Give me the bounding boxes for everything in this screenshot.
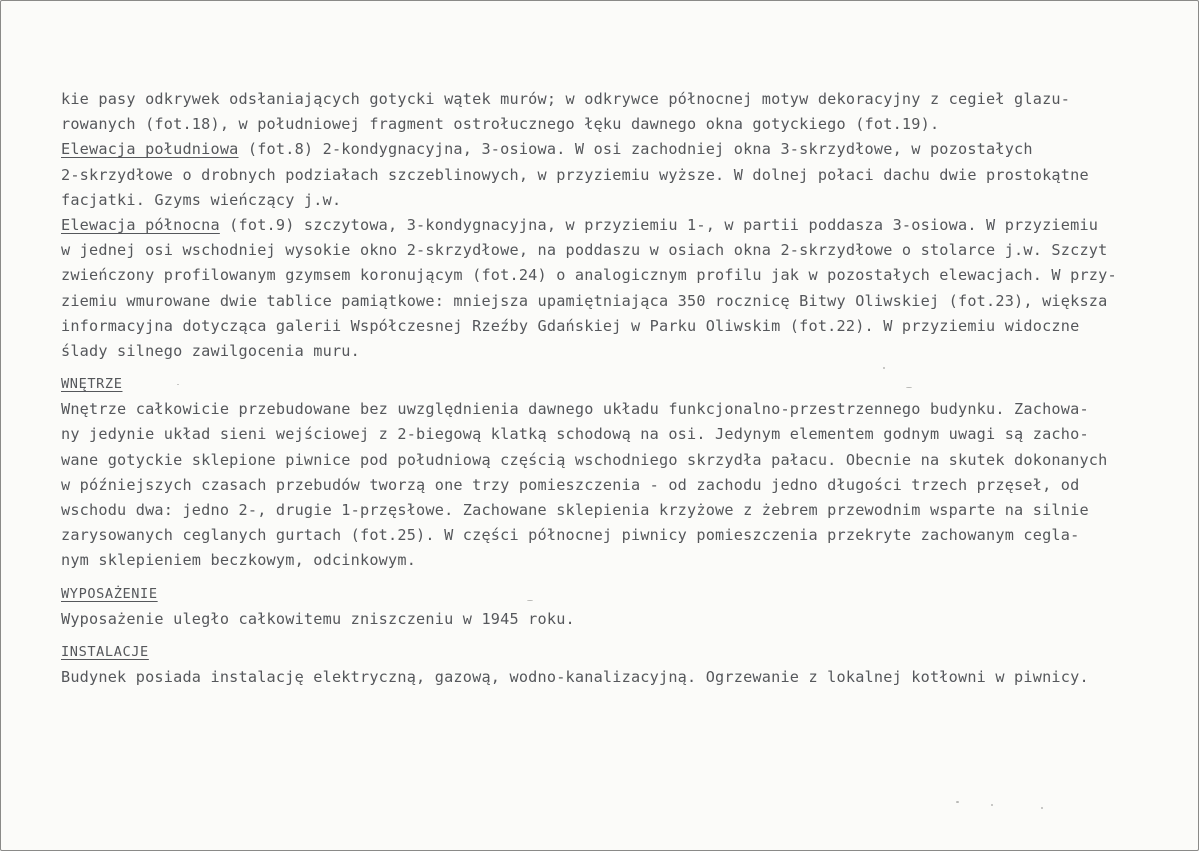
text-line: w późniejszych czasach przebudów tworzą one trzy pomieszczenia - od zachodu jedno długości trzech przęseł, od xyxy=(61,475,1080,494)
text-line: Wnętrze całkowicie przebudowane bez uwzględnienia dawnego układu funkcjonalno-przestrzennego budynku. Zachowa- xyxy=(61,400,1089,419)
text-line: Wyposażenie uległo całkowitemu zniszczeniu w 1945 roku. xyxy=(61,609,575,628)
paper-speck xyxy=(956,801,959,803)
text-line: informacyjna dotycząca galerii Współczesnej Rzeźby Gdańskiej w Parku Oliwskim (fot.22). W przyziemiu widoczne xyxy=(61,316,1080,335)
text-line: rowanych (fot.18), w południowej fragment ostrołucznego łęku dawnego okna gotyckiego (fot.19). xyxy=(61,115,940,134)
north-elevation-paragraph xyxy=(61,213,1171,238)
text-line: Budynek posiada instalację elektryczną, gazową, wodno-kanalizacyjną. Ogrzewanie z lokalnej kotłowni w piwnicy. xyxy=(61,668,1089,687)
north-elevation-label: Elewacja północna xyxy=(61,215,220,234)
text-span: (fot.8) 2-kondygnacyjna, 3-osiowa. W osi zachodniej okna 3-skrzydłowe, w pozostałych xyxy=(238,140,1033,159)
paper-speck xyxy=(1041,807,1043,809)
paper-speck xyxy=(906,387,912,388)
section-heading-wyposazenie: WYPOSAŻENIE xyxy=(61,585,158,602)
paper-speck xyxy=(883,367,885,369)
text-line: ślady silnego zawilgocenia muru. xyxy=(61,341,360,360)
section-heading-wnetrze: WNĘTRZE xyxy=(61,376,123,393)
text-line: ny jedynie układ sieni wejściowej z 2-biegową klatką schodową na osi. Jedynym elementem godnym uwagi są zacho- xyxy=(61,425,1089,444)
text-line: nym sklepieniem beczkowym, odcinkowym. xyxy=(61,551,417,570)
south-elevation-label: Elewacja południowa xyxy=(61,140,239,159)
text-line: w jednej osi wschodniej wysokie okno 2-skrzydłowe, na poddaszu w osiach okna 2-skrzydłowe o stolarce j.w. Szczyt xyxy=(61,241,1108,260)
text-line: ziemiu wmurowane dwie tablice pamiątkowe: mniejsza upamiętniająca 350 rocznicę Bitwy Oliwskiej (fot.23), większa xyxy=(61,291,1108,310)
text-line: 2-skrzydłowe o drobnych podziałach szczeblinowych, w przyziemiu wyższe. W dolnej połaci dachu dwie prostokątne xyxy=(61,165,1089,184)
text-line: facjatki. Gzyms wieńczący j.w. xyxy=(61,190,342,209)
document-body xyxy=(61,87,1171,690)
text-line: wane gotyckie sklepione piwnice pod południową częścią wschodniego skrzydła pałacu. Obecnie na skutek dokonanych xyxy=(61,450,1108,469)
south-elevation-paragraph xyxy=(61,137,1171,162)
text-line: zwieńczony profilowanym gzymsem koronującym (fot.24) o analogicznym profilu jak w pozostałych elewacjach. W przy- xyxy=(61,266,1117,285)
text-line: kie pasy odkrywek odsłaniających gotycki wątek murów; w odkrywce północnej motyw dekoracyjny z cegieł glazu- xyxy=(61,90,1071,108)
text-span: (fot.9) szczytowa, 3-kondygnacyjna, w przyziemiu 1-, w partii poddasza 3-osiowa. W przyziemiu xyxy=(219,215,1099,234)
section-heading-instalacje: INSTALACJE xyxy=(61,643,149,660)
paper-speck xyxy=(527,600,533,601)
text-line: zarysowanych ceglanych gurtach (fot.25). W części północnej piwnicy pomieszczenia przekryte zachowanym cegla- xyxy=(61,526,1080,545)
text-line: wschodu dwa: jedno 2-, drugie 1-przęsłowe. Zachowane sklepienia krzyżowe z żebrem przewodnim wsparte na silnie xyxy=(61,501,1089,519)
paper-speck xyxy=(991,804,993,806)
paper-speck xyxy=(177,384,179,385)
